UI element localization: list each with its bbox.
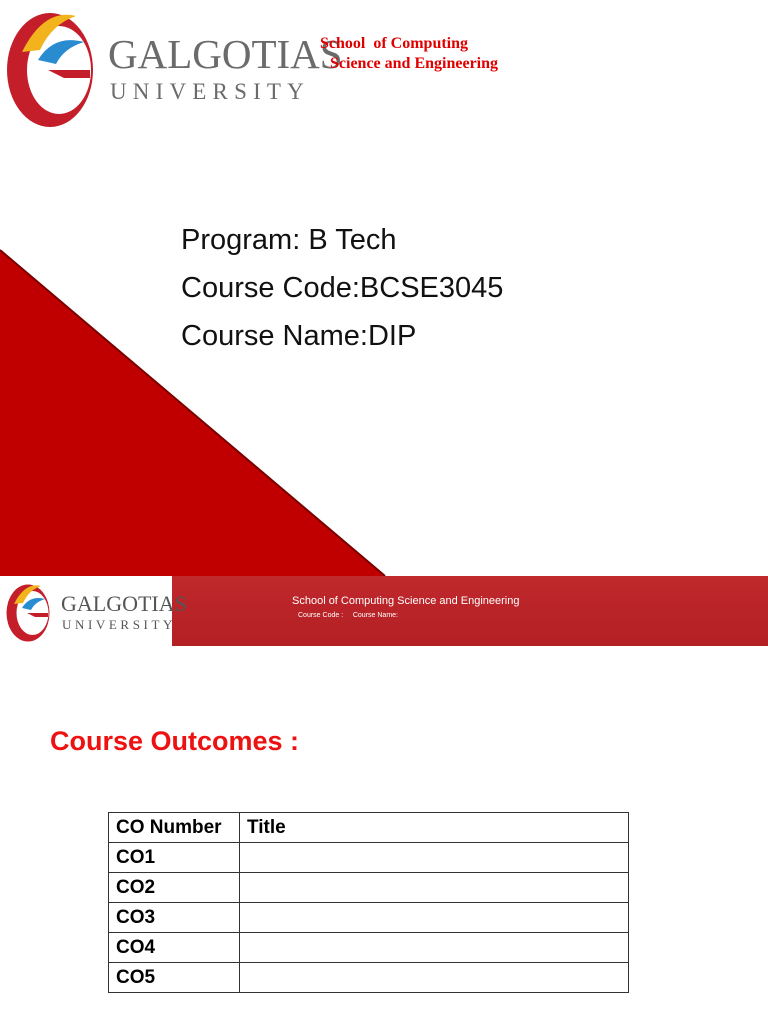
header-logo-subtitle: UNIVERSITY (62, 617, 176, 632)
header-logo (0, 576, 187, 646)
slide-header (0, 576, 768, 646)
header-title: School of Computing Science and Engineering (292, 595, 520, 607)
table-row (109, 963, 629, 993)
co-number-cell: CO5 (109, 963, 240, 993)
logo-subtitle: UNIVERSITY (110, 79, 310, 104)
table-row (109, 873, 629, 903)
course-outcomes-table (108, 812, 629, 993)
title-cell (240, 963, 629, 993)
program-text: Program: B Tech (181, 224, 397, 256)
title-cell (240, 873, 629, 903)
table-row (109, 903, 629, 933)
course-name-text: Course Name:DIP (181, 320, 417, 352)
logo-wordmark: GALGOTIAS (108, 31, 343, 77)
school-name-line-2: Science and Engineering (330, 55, 499, 72)
university-logo (4, 4, 343, 128)
table-row (109, 933, 629, 963)
header-logo-wordmark: GALGOTIAS (61, 591, 187, 616)
header-subtitle: Course Code : Course Name: (298, 612, 398, 619)
section-title: Course Outcomes : (50, 726, 300, 756)
table-row (109, 843, 629, 873)
g-emblem-icon (2, 580, 58, 642)
school-name-line-1: School of Computing (320, 35, 469, 52)
co-number-cell: CO1 (109, 843, 240, 873)
title-cell (240, 903, 629, 933)
column-header: Title (240, 813, 629, 843)
co-number-cell: CO4 (109, 933, 240, 963)
table-header-row (109, 813, 629, 843)
title-cell (240, 933, 629, 963)
co-number-cell: CO3 (109, 903, 240, 933)
course-outcomes-slide (0, 576, 768, 1024)
g-emblem-icon (4, 4, 104, 128)
course-code-text: Course Code:BCSE3045 (181, 272, 504, 304)
column-header: CO Number (109, 813, 240, 843)
co-number-cell: CO2 (109, 873, 240, 903)
title-cell (240, 843, 629, 873)
